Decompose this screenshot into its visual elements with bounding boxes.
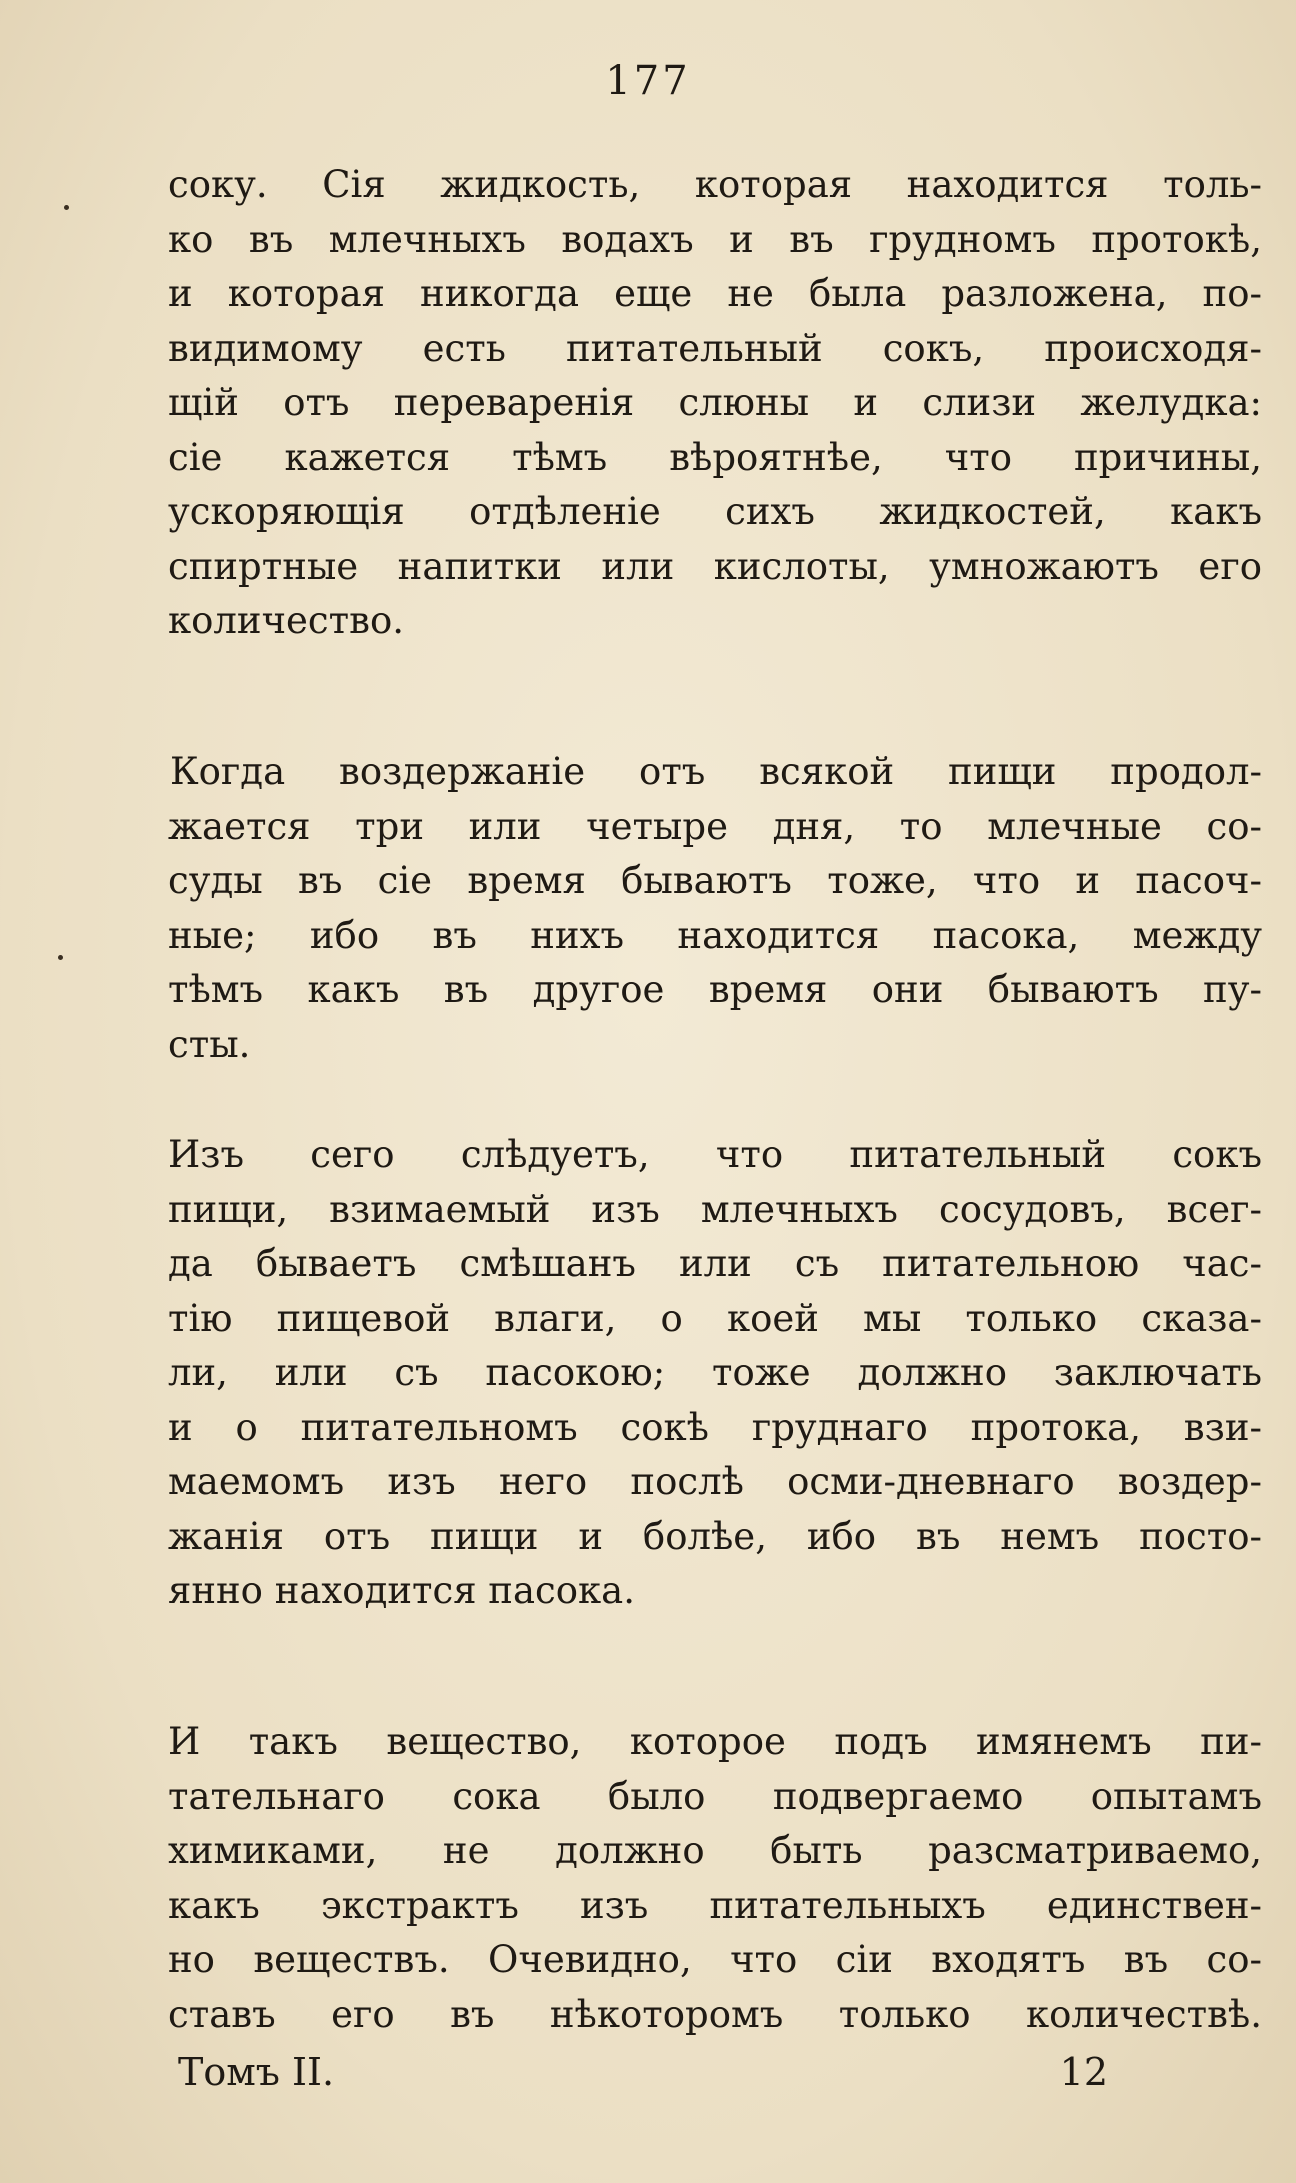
text-line: янно находится пасока. (168, 1569, 635, 1612)
text-line: ные; ибо въ нихъ находится пасока, между (168, 913, 1262, 957)
text-line: видимому есть питательный сокъ, происходя- (168, 326, 1262, 370)
text-line: пищи, взимаемый изъ млечныхъ сосудовъ, всег- (168, 1187, 1262, 1231)
volume-label: Томъ II. (178, 2050, 335, 2094)
text-line: маемомъ изъ него послѣ осми-дневнаго воздер- (168, 1460, 1262, 1503)
text-line: ускоряющія отдѣленіе сихъ жидкостей, какъ (168, 490, 1262, 533)
text-line: химиками, не должно быть разсматриваемо, (168, 1829, 1262, 1872)
text-line: тательнаго сока было подвергаемо опытамъ (168, 1774, 1262, 1818)
text-line: какъ экстрактъ изъ питательныхъ единствен- (168, 1883, 1262, 1927)
text-line: щій отъ переваренія слюны и слизи желудка: (168, 381, 1262, 424)
text-line: соку. Сія жидкость, которая находится толь- (168, 163, 1262, 206)
text-line: ко въ млечныхъ водахъ и въ грудномъ протокѣ, (168, 217, 1262, 261)
text-line: ли, или съ пасокою; тоже должно заключать (168, 1351, 1262, 1394)
text-line: и о питательномъ сокѣ груднаго протока, взи- (168, 1405, 1262, 1449)
text-line: жанія отъ пищи и болѣе, ибо въ немъ посто- (168, 1514, 1262, 1558)
paragraph-3 (168, 1128, 1262, 1619)
paragraph-2 (168, 745, 1262, 1072)
text-line: спиртные напитки или кислоты, умножаютъ его (168, 544, 1262, 588)
text-line: да бываетъ смѣшанъ или съ питательною час- (168, 1242, 1262, 1285)
text-line: количество. (168, 599, 404, 642)
text-line: суды въ сіе время бываютъ тоже, что и пасоч- (168, 859, 1262, 902)
text-line: сіе кажется тѣмъ вѣроятнѣе, что причины, (168, 435, 1262, 479)
text-line: ставъ его въ нѣкоторомъ только количествѣ. (168, 1992, 1262, 2036)
text-line: сты. (168, 1022, 251, 1066)
ink-speck (58, 955, 63, 960)
text-line: но веществъ. Очевидно, что сіи входятъ въ со- (168, 1938, 1262, 1981)
signature-mark: 12 (1059, 2050, 1108, 2094)
text-line: И такъ вещество, которое подъ имянемъ пи- (168, 1720, 1262, 1763)
text-line: тѣмъ какъ въ другое время они бываютъ пу- (168, 968, 1262, 1011)
paragraph-1 (168, 158, 1262, 649)
text-line: тію пищевой влаги, о коей мы только сказа- (168, 1296, 1262, 1340)
text-line: жается три или четыре дня, то млечные со- (168, 804, 1262, 848)
page-footer (178, 2050, 1118, 2094)
text-line: и которая никогда еще не была разложена, по- (168, 272, 1262, 315)
page-number: 177 (605, 58, 691, 104)
ink-speck (64, 205, 69, 210)
text-line: Изъ сего слѣдуетъ, что питательный сокъ (168, 1133, 1262, 1176)
text-line: Когда воздержаніе отъ всякой пищи продол- (170, 750, 1262, 793)
paragraph-4 (168, 1715, 1262, 2042)
